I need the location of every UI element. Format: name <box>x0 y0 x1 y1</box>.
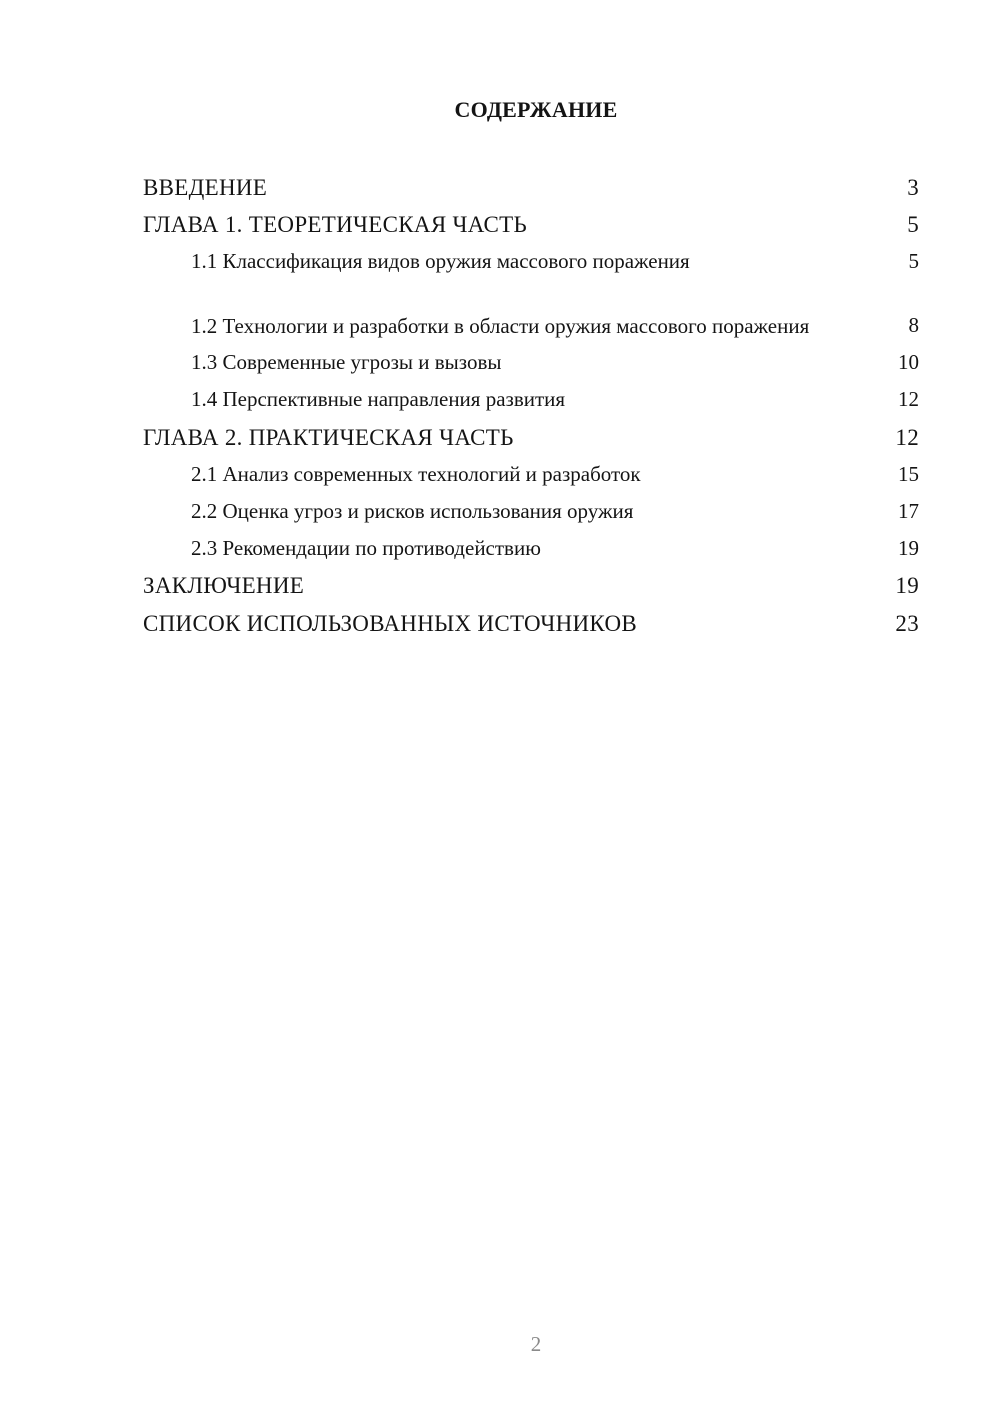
toc-entry-page: 5 <box>907 212 919 237</box>
toc-entry-references[interactable] <box>143 604 919 642</box>
toc-entry-title: 1.3 Современные угрозы и вызовы <box>191 350 502 374</box>
toc-list <box>143 168 919 642</box>
toc-entry-title: 2.1 Анализ современных технологий и разработок <box>191 461 641 486</box>
toc-entry-conclusion[interactable] <box>143 567 919 605</box>
toc-entry-page: 3 <box>907 174 919 200</box>
toc-entry-page: 23 <box>895 610 919 636</box>
toc-heading: СОДЕРЖАНИЕ <box>454 97 618 122</box>
toc-entry-section-2-1[interactable] <box>143 456 919 493</box>
toc-entry-page: 5 <box>908 249 919 273</box>
toc-entry-page: 10 <box>898 350 919 374</box>
toc-entry-page: 19 <box>898 535 919 560</box>
toc-entry-title: 2.2 Оценка угроз и рисков использования оружия <box>191 498 634 523</box>
toc-entry-section-1-1[interactable] <box>143 243 919 280</box>
toc-entry-page: 17 <box>898 498 919 523</box>
toc-entry-section-1-2[interactable] <box>143 280 919 344</box>
toc-entry-title: 1.1 Классификация видов оружия массового поражения <box>191 249 690 273</box>
toc-entry-page: 12 <box>895 424 919 450</box>
toc-entry-title: 1.4 Перспективные направления развития <box>191 387 566 411</box>
toc-entry-title: ГЛАВА 2. ПРАКТИЧЕСКАЯ ЧАСТЬ <box>143 424 514 450</box>
toc-entry-title: 1.2 Технологии и разработки в области оружия массового поражения <box>191 314 810 338</box>
toc-entry-section-2-2[interactable] <box>143 493 919 530</box>
toc-entry-chapter-1[interactable] <box>143 206 919 244</box>
toc-entry-chapter-2[interactable] <box>143 418 919 456</box>
toc-entry-section-2-3[interactable] <box>143 530 919 567</box>
toc-entry-introduction[interactable] <box>143 168 919 206</box>
page-number: 2 <box>530 1332 542 1356</box>
toc-entry-page: 19 <box>895 573 919 598</box>
toc-entry-title: СПИСОК ИСПОЛЬЗОВАННЫХ ИСТОЧНИКОВ <box>143 610 638 636</box>
toc-entry-title: ЗАКЛЮЧЕНИЕ <box>143 573 305 598</box>
toc-entry-page: 12 <box>898 387 919 411</box>
toc-entry-title: ВВЕДЕНИЕ <box>143 174 268 200</box>
toc-entry-page: 8 <box>908 313 919 337</box>
toc-entry-title: 2.3 Рекомендации по противодействию <box>191 535 541 560</box>
toc-entry-section-1-3[interactable] <box>143 344 919 381</box>
toc-entry-title: ГЛАВА 1. ТЕОРЕТИЧЕСКАЯ ЧАСТЬ <box>143 212 528 237</box>
toc-entry-page: 15 <box>898 461 919 486</box>
toc-entry-section-1-4[interactable] <box>143 381 919 418</box>
